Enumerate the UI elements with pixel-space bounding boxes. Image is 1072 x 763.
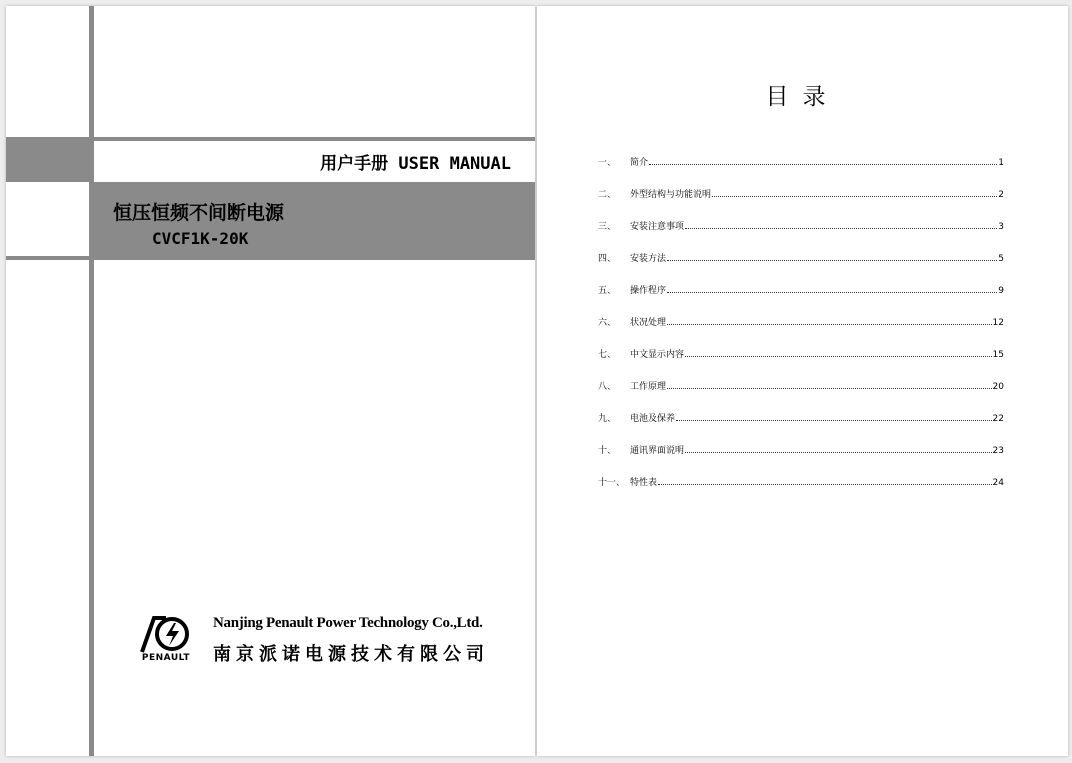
toc-entry-number: 十、 [598, 446, 617, 456]
toc-page [537, 6, 1068, 756]
gray-block [6, 141, 89, 182]
company-name-en: Nanjing Penault Power Technology Co.,Ltd. [213, 615, 483, 631]
toc-entry-number: 一、 [598, 158, 617, 168]
toc-entry-number: 五、 [598, 286, 617, 296]
toc-leader-dots [649, 156, 997, 165]
vertical-rule [89, 6, 94, 756]
toc-leader-dots [685, 348, 992, 357]
toc-entry[interactable] [598, 380, 1004, 412]
toc-entry[interactable] [598, 412, 1004, 444]
toc-entry-label: 通讯界面说明 [630, 446, 685, 456]
toc-entry-label: 安装方法 [630, 254, 667, 264]
toc-entry-page: 1 [998, 158, 1004, 168]
toc-entry-label: 外型结构与功能说明 [630, 190, 712, 200]
toc-title: 目录 [765, 84, 840, 110]
toc-entry-page: 2 [998, 190, 1004, 200]
toc-entry-number: 九、 [598, 414, 617, 424]
toc-entry-label: 工作原理 [630, 382, 667, 392]
product-name: 恒压恒频不间断电源 [113, 202, 285, 224]
toc-entry-number: 六、 [598, 318, 617, 328]
toc-entry-label: 电池及保养 [630, 414, 676, 424]
toc-leader-dots [712, 188, 997, 197]
logo-text: PENAULT [141, 653, 191, 663]
toc-entry-number: 十一、 [598, 478, 626, 488]
toc-entry-page: 12 [992, 318, 1004, 328]
toc-entry[interactable] [598, 348, 1004, 380]
toc-entry-number: 八、 [598, 382, 617, 392]
toc-entry-page: 20 [992, 382, 1004, 392]
toc-entry-page: 15 [992, 350, 1004, 360]
toc-entry[interactable] [598, 316, 1004, 348]
toc-entry-page: 24 [992, 478, 1004, 488]
toc-entry-label: 状况处理 [630, 318, 667, 328]
manual-title: 用户手册 USER MANUAL [320, 154, 511, 174]
toc-entry[interactable] [598, 252, 1004, 284]
product-model: CVCF1K-20K [152, 229, 249, 248]
toc-entry-page: 5 [998, 254, 1004, 264]
toc-entry[interactable] [598, 188, 1004, 220]
toc-leader-dots [658, 476, 992, 485]
toc-entry-label: 安装注意事项 [630, 222, 685, 232]
cover-page [6, 6, 535, 756]
toc-entry[interactable] [598, 444, 1004, 476]
toc-entry-page: 9 [998, 286, 1004, 296]
toc-entry-label: 简介 [630, 158, 649, 168]
toc-leader-dots [667, 284, 997, 293]
toc-entry-page: 23 [992, 446, 1004, 456]
toc-entry-number: 三、 [598, 222, 617, 232]
toc-entry-number: 七、 [598, 350, 617, 360]
toc-entry-page: 22 [992, 414, 1004, 424]
toc-leader-dots [676, 412, 992, 421]
penault-logo-icon [136, 612, 196, 654]
toc-leader-dots [667, 252, 997, 261]
toc-leader-dots [685, 444, 992, 453]
toc-entry-label: 特性表 [630, 478, 658, 488]
company-name-cn: 南京派诺电源技术有限公司 [213, 644, 489, 665]
toc-leader-dots [667, 316, 992, 325]
toc-list [598, 156, 1004, 508]
toc-entry-number: 二、 [598, 190, 617, 200]
toc-entry-page: 3 [998, 222, 1004, 232]
horizontal-rule-bottom [6, 256, 535, 260]
toc-entry-label: 操作程序 [630, 286, 667, 296]
toc-entry[interactable] [598, 284, 1004, 316]
toc-entry-label: 中文显示内容 [630, 350, 685, 360]
toc-entry[interactable] [598, 220, 1004, 252]
toc-leader-dots [667, 380, 992, 389]
company-logo [136, 612, 196, 664]
toc-leader-dots [685, 220, 997, 229]
toc-entry[interactable] [598, 156, 1004, 188]
toc-entry[interactable] [598, 476, 1004, 508]
toc-entry-number: 四、 [598, 254, 617, 264]
